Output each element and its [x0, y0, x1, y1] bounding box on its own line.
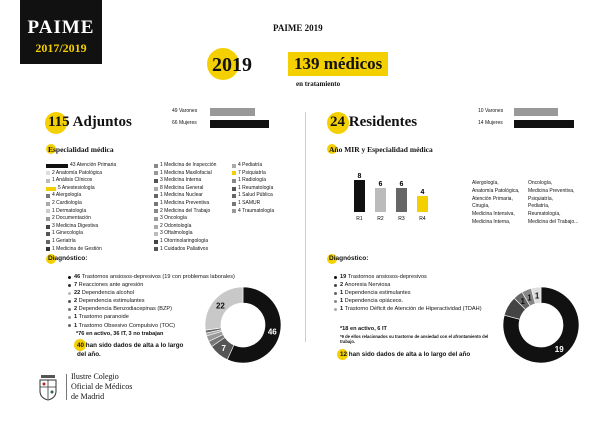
- diagnosis-dot: [334, 292, 337, 295]
- residentes-heading: 24 Residentes: [330, 114, 418, 130]
- legend-item: [46, 185, 116, 193]
- legend-item: [232, 177, 274, 185]
- adj-mujeres-bar: [210, 120, 269, 128]
- diagnosis-item: [334, 305, 482, 313]
- mir-category-label: R4: [419, 216, 426, 222]
- diagnosis-text: 1 Dependencia opiáceos.: [340, 298, 404, 305]
- res-section-title: Año MIR y Especialidad médica: [329, 145, 433, 154]
- legend-label: 1 Ginecología: [52, 230, 83, 237]
- legend-swatch: [154, 171, 158, 175]
- legend-item: [154, 215, 216, 223]
- coat-of-arms-icon: [36, 372, 60, 402]
- diagnosis-dot: [68, 284, 71, 287]
- adj-varones-label: 49 Varones: [172, 108, 198, 114]
- legend-label: 3 Medicina Interna: [160, 177, 202, 184]
- diagnosis-text: 1 Trastorno Déficit de Atención de Hiperactividad (TDAH): [340, 306, 482, 313]
- res-varones-bar: [514, 108, 558, 116]
- legend-swatch: [46, 247, 50, 251]
- legend-label: 8 Medicina General: [160, 184, 204, 191]
- mir-category-label: R3: [398, 216, 405, 222]
- legend-item: [232, 185, 274, 193]
- adj-discharge: 40 han sido dados de alta a lo largo del año.: [77, 342, 184, 358]
- mir-bar-R3: [396, 188, 407, 212]
- hero-subtitle: en tratamiento: [296, 80, 341, 88]
- legend-swatch: [46, 187, 56, 191]
- legend-label: 2 Odontología: [160, 222, 192, 229]
- res-diagnosis-donut: [500, 284, 582, 366]
- column-divider: [305, 112, 306, 342]
- legend-swatch: [232, 194, 236, 198]
- legend-swatch: [154, 240, 158, 244]
- legend-label: 3 Oftalmología: [160, 230, 193, 237]
- diagnosis-item: [334, 273, 482, 281]
- mir-bar-R1: [354, 180, 365, 212]
- legend-item: [46, 230, 116, 238]
- legend-item: [46, 208, 116, 216]
- specialty-item: Medicina Preventiva,: [528, 187, 575, 194]
- mir-value-label: 4: [420, 189, 425, 196]
- legend-swatch: [46, 194, 50, 198]
- legend-label: 1 Dermatología: [52, 207, 87, 214]
- diagnosis-text: 46 Trastornos ansiosos-depresivos (19 con problemas laborales): [74, 274, 235, 280]
- legend-label: 1 Medicina Preventiva: [160, 199, 210, 206]
- donut-label: 1: [534, 291, 540, 301]
- legend-label: 2 Documentación: [52, 215, 91, 222]
- res-diag-title: Diagnóstico:: [329, 255, 369, 262]
- specialty-item: Pediatría,: [528, 203, 550, 210]
- legend-swatch: [154, 225, 158, 229]
- donut-label: 19: [554, 344, 564, 354]
- donut-label: 1: [520, 297, 525, 307]
- legend-label: 1 Medicina Nuclear: [160, 192, 203, 199]
- diagnosis-item: [334, 297, 482, 305]
- legend-label: 7 Psiquiatría: [238, 169, 266, 176]
- legend-label: 1 Medicina Maxilofacial: [160, 169, 212, 176]
- legend-item: [46, 215, 116, 223]
- mir-bar-chart: [350, 170, 450, 225]
- legend-label: 1 Medicina de Inspección: [160, 162, 217, 168]
- legend-label: 2 Anatomía Patológica: [52, 169, 103, 176]
- footer-text: Ilustre Colegio Oficial de Médicos de Madrid: [71, 372, 133, 401]
- legend-item: [154, 223, 216, 231]
- diagnosis-dot: [334, 308, 337, 311]
- diagnosis-text: 1 Trastorno paranoide: [74, 314, 129, 321]
- donut-label: 22: [215, 301, 225, 311]
- diagnosis-dot: [334, 276, 337, 279]
- badge-years: 2017/2019: [35, 41, 87, 55]
- legend-label: 1 Análisis Clínicos: [52, 177, 93, 184]
- adj-legend-col1: [46, 162, 116, 253]
- specialty-item: Oncología,: [528, 180, 553, 186]
- legend-item: [232, 170, 274, 178]
- diagnosis-dot: [334, 300, 337, 303]
- res-mujeres-bar: [514, 120, 574, 128]
- diagnosis-dot: [334, 284, 337, 287]
- diagnosis-text: 2 Dependencia estimulantes: [74, 298, 145, 305]
- adj-legend-col3: [232, 162, 274, 215]
- diagnosis-text: 1 Trastorno Obsesivo Compulsivo (TOC): [74, 322, 176, 329]
- legend-swatch: [154, 187, 158, 191]
- diagnosis-item: [68, 273, 235, 281]
- legend-label: 4 Alergología: [52, 192, 82, 199]
- res-spec-col1: [472, 180, 520, 227]
- legend-item: [154, 230, 216, 238]
- legend-item: [154, 238, 216, 246]
- legend-item: [46, 246, 116, 254]
- legend-label: 1 Reumatología: [238, 184, 274, 191]
- specialty-item: Medicina Interna,: [472, 218, 511, 225]
- specialty-item: Medicina Intensiva,: [472, 211, 515, 218]
- legend-label: 4 Traumatología: [238, 207, 275, 214]
- legend-swatch: [154, 232, 158, 236]
- legend-swatch: [232, 209, 236, 213]
- diagnosis-text: 19 Trastornos ansiosos-depresivos: [340, 274, 427, 280]
- adj-note: *76 en activo, 36 IT, 3 no trabajan: [76, 331, 164, 337]
- legend-label: 3 Oncología: [160, 215, 187, 222]
- legend-swatch: [232, 179, 236, 183]
- mir-value-label: 8: [357, 173, 362, 180]
- paime-badge: [20, 0, 102, 64]
- legend-swatch: [46, 217, 50, 221]
- legend-label: 3 Medicina Digestiva: [52, 222, 99, 229]
- legend-label: 1 Geriatría: [52, 237, 76, 244]
- mir-bar-R4: [417, 196, 428, 212]
- legend-item: [46, 177, 116, 185]
- legend-item: [46, 162, 116, 170]
- res-varones-label: 10 Varones: [478, 108, 504, 114]
- adj-diagnosis-donut: [202, 284, 284, 366]
- legend-label: 2 Cardiología: [52, 199, 82, 206]
- page-title: PAIME 2019: [273, 23, 323, 33]
- legend-swatch: [46, 179, 50, 183]
- legend-swatch: [154, 179, 158, 183]
- legend-item: [154, 246, 216, 254]
- diagnosis-item: [334, 289, 482, 297]
- specialty-item: Anatomía Patológica,: [472, 187, 520, 194]
- specialty-item: Alergología,: [472, 180, 499, 186]
- legend-swatch: [232, 164, 236, 168]
- legend-swatch: [46, 164, 68, 168]
- legend-label: 1 SAMUR: [238, 199, 261, 206]
- donut-label: 46: [267, 327, 277, 337]
- legend-label: 1 Salud Pública: [238, 192, 273, 199]
- legend-label: 1 Cuidados Paliativos: [160, 245, 209, 252]
- legend-swatch: [232, 202, 236, 206]
- legend-swatch: [46, 240, 50, 244]
- diagnosis-text: 7 Reacciones ante agresión: [74, 282, 144, 289]
- legend-swatch: [154, 247, 158, 251]
- adj-mujeres-label: 66 Mujeres: [172, 120, 197, 126]
- diagnosis-text: 2 Dependencia Benzodiacepinas (BZP): [74, 306, 172, 313]
- mir-bar-R2: [375, 188, 386, 212]
- legend-item: [154, 208, 216, 216]
- legend-label: 1 Medicina de Gestión: [52, 245, 102, 252]
- res-spec-col2: [528, 180, 578, 227]
- mir-value-label: 6: [399, 181, 404, 188]
- legend-item: [46, 170, 116, 178]
- mir-category-label: R1: [356, 216, 363, 222]
- legend-swatch: [46, 171, 50, 175]
- legend-swatch: [232, 187, 236, 191]
- legend-item: [46, 192, 116, 200]
- diagnosis-dot: [68, 300, 71, 303]
- legend-item: [154, 185, 216, 193]
- hero-count: 139 médicos: [288, 52, 388, 76]
- legend-item: [232, 208, 274, 216]
- legend-label: 1 Otorrinolaringología: [160, 237, 209, 244]
- adj-legend-col2: [154, 162, 216, 253]
- adjuntos-heading: 115 Adjuntos: [48, 114, 132, 130]
- diagnosis-dot: [68, 276, 71, 279]
- legend-item: [154, 177, 216, 185]
- legend-label: 2 Medicina del Trabajo: [160, 207, 211, 214]
- diagnosis-dot: [68, 324, 71, 327]
- adj-section-title: Especialidad médica: [48, 145, 114, 154]
- legend-swatch: [154, 217, 158, 221]
- diagnosis-dot: [68, 316, 71, 319]
- legend-swatch: [46, 202, 50, 206]
- specialty-item: Reumatología,: [528, 211, 561, 218]
- legend-label: 5 Anestesiología: [58, 184, 95, 191]
- diagnosis-text: 1 Dependencia estimulantes: [340, 290, 411, 297]
- legend-item: [154, 200, 216, 208]
- legend-swatch: [154, 209, 158, 213]
- legend-item: [232, 192, 274, 200]
- legend-item: [154, 162, 216, 170]
- adj-diag-title: Diagnóstico:: [48, 255, 88, 262]
- legend-item: [154, 170, 216, 178]
- hero-year: 2019: [212, 54, 252, 76]
- diagnosis-dot: [68, 308, 71, 311]
- legend-item: [232, 200, 274, 208]
- legend-item: [46, 238, 116, 246]
- diagnosis-item: [334, 281, 482, 289]
- legend-label: 43 Atención Primaria: [70, 162, 117, 168]
- diagnosis-text: 2 Anorexia Nerviosa: [340, 282, 391, 289]
- badge-title: PAIME: [27, 17, 95, 38]
- legend-swatch: [154, 164, 158, 168]
- donut-label: 7: [221, 343, 226, 353]
- legend-swatch: [154, 194, 158, 198]
- res-mujeres-label: 14 Mujeres: [478, 120, 503, 126]
- legend-item: [46, 223, 116, 231]
- diagnosis-text: 22 Dependencia alcohol: [74, 290, 135, 297]
- mir-category-label: R2: [377, 216, 384, 222]
- specialty-item: Psiquiatría,: [528, 195, 554, 202]
- diagnosis-dot: [68, 292, 71, 295]
- donut-label: 1: [527, 293, 532, 303]
- legend-swatch: [154, 202, 158, 206]
- footer-divider: [66, 374, 67, 400]
- res-note2: *9 de ellos relacionados su trastorno de ansiedad con el afrontamiento del trabajo.: [340, 334, 489, 345]
- legend-item: [232, 162, 274, 170]
- mir-value-label: 6: [378, 181, 383, 188]
- legend-swatch: [46, 225, 50, 229]
- legend-label: 1 Radiología: [238, 177, 267, 184]
- legend-label: 4 Pediatría: [238, 162, 263, 168]
- specialty-item: Atención Primaria,: [472, 195, 513, 202]
- specialty-item: Cirugía,: [472, 203, 490, 210]
- adj-varones-bar: [210, 108, 255, 116]
- legend-item: [46, 200, 116, 208]
- legend-swatch: [46, 209, 50, 213]
- res-discharge: 12 han sido dados de alta a lo largo del año: [340, 351, 471, 358]
- res-note: *18 en activo, 6 IT: [340, 326, 387, 332]
- res-diag-list: [334, 273, 482, 313]
- legend-item: [154, 192, 216, 200]
- specialty-item: Medicina del Trabajo...: [528, 218, 579, 225]
- legend-swatch: [232, 171, 236, 175]
- legend-swatch: [46, 232, 50, 236]
